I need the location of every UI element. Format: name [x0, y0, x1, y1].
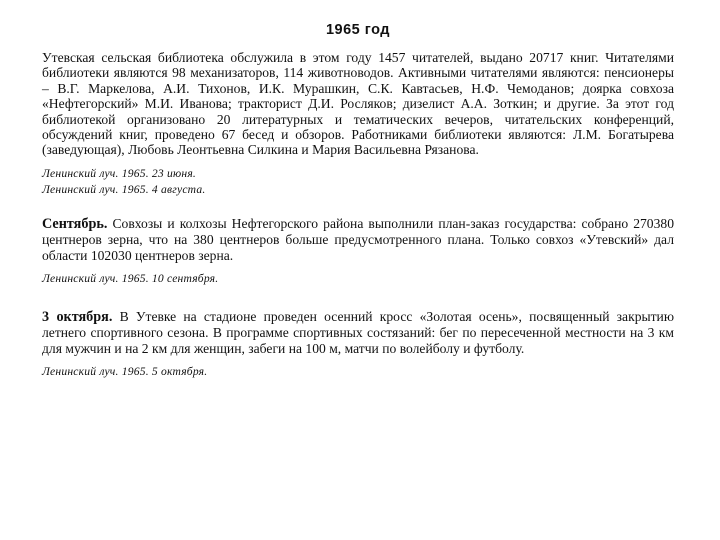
section-september-sources — [42, 271, 674, 287]
document-page — [42, 18, 674, 380]
section-october-sources — [42, 364, 674, 380]
section-library-body: Утевская сельская библиотека обслужила в этом году 1457 читателей, выдано 20717 книг. Читателями библиотеки являются 98 механизаторов, 114 животноводов. Активными читателями являются: пенсионеры – В.Г. Маркелова, А.И. Тихонов, И.К. Мурашкин, С.К. Кавтасьев, Н.Ф. Чемоданов; доярка совхоза «Нефтегорский» М.И. Иванова; тракторист Д.И. Росляков; дизелист А.А. Зоткин; и другие. За этот год библиотекой организовано 20 литературных и тематических вечеров, читательских конференций, обсуждений книг, проведено 67 бесед и обзоров. Работниками библиотеки являются: Л.М. Богатырева (заведующая), Любовь Леонтьевна Силкина и Мария Васильевна Рязанова. — [42, 50, 674, 158]
source-citation: Ленинский луч. 1965. 10 сентября. — [42, 272, 219, 286]
section-october-text — [42, 309, 674, 356]
section-library-sources — [42, 166, 674, 198]
section-october-body: В Утевке на стадионе проведен осенний кросс «Золотая осень», посвященный закрытию летнего спортивного сезона. В программе спортивных состязаний: бег по пересеченной местности на 3 км для мужчин и на 2 км для женщин, забеги на 100 м, матчи по волейболу и футболу. — [42, 309, 674, 356]
section-library-text — [42, 50, 674, 158]
section-september-body: Совхозы и колхозы Нефтегорского района выполнили план-заказ государства: собрано 270380 центнеров зерна, что на 380 центнеров больше предусмотренного плана. Только совхоз «Утевский» дал области 102030 центнеров зерна. — [42, 215, 674, 263]
section-september-text — [42, 216, 674, 263]
source-citation: Ленинский луч. 1965. 23 июня. — [42, 166, 197, 180]
source-citation: Ленинский луч. 1965. 5 октября. — [42, 365, 208, 379]
section-september-date: Сентябрь. — [42, 215, 108, 232]
source-citation: Ленинский луч. 1965. 4 августа. — [42, 182, 206, 196]
page-title: 1965 год — [325, 22, 390, 38]
section-october-date: 3 октября. — [42, 309, 113, 326]
